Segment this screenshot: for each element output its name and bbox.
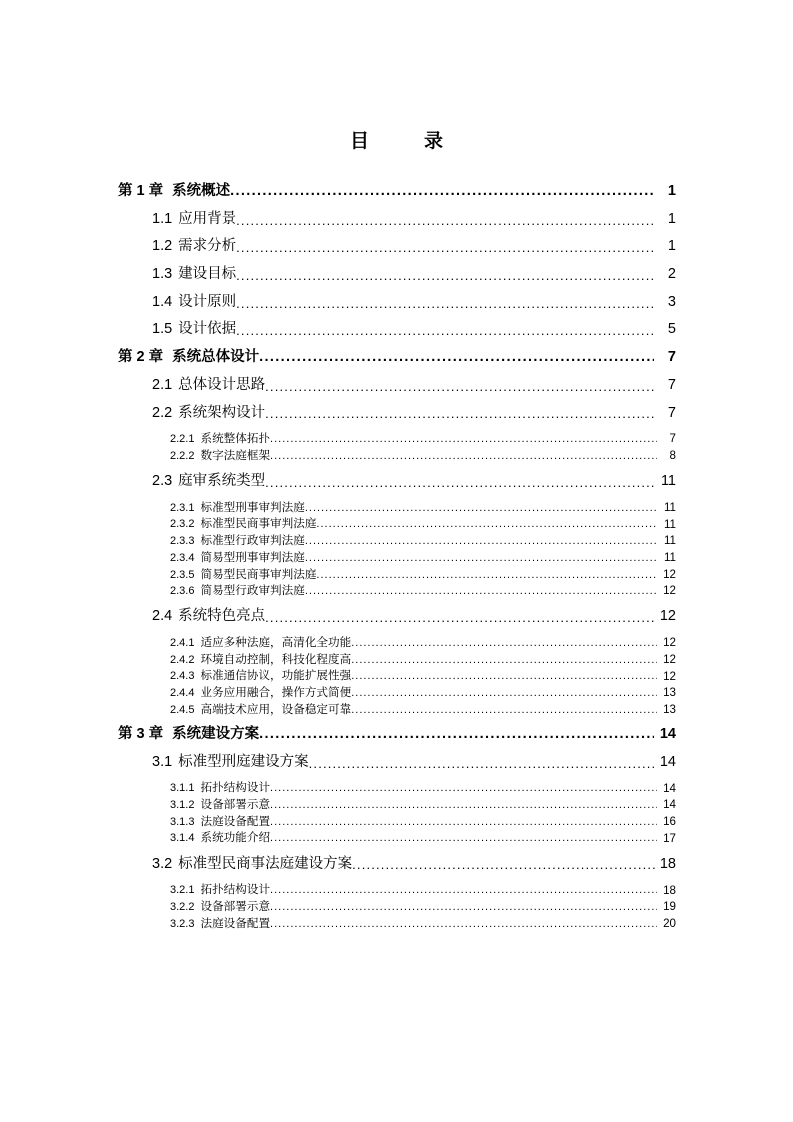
toc-leader-dots — [270, 901, 657, 914]
toc-entry[interactable] — [0, 449, 793, 463]
toc-entry[interactable] — [0, 781, 793, 795]
toc-entry[interactable] — [0, 377, 793, 395]
toc-entry-number: 1.2 — [152, 238, 173, 255]
toc-entry-text — [170, 900, 270, 914]
toc-entry-number: 3.2.1 — [170, 884, 195, 897]
toc-entry-number: 3.1.1 — [170, 782, 195, 795]
toc-page-number: 1 — [667, 183, 676, 199]
toc-entry-text — [118, 726, 259, 744]
toc-entry-label: 系统整体拓扑 — [200, 432, 271, 446]
toc-entry-text — [170, 501, 305, 515]
toc-page-number: 7 — [667, 376, 676, 393]
toc-entry-text — [118, 183, 230, 201]
toc-leader-dots — [230, 183, 654, 201]
toc-leader-dots — [351, 670, 657, 683]
toc-entry-text — [170, 798, 270, 812]
toc-entry-text — [170, 449, 270, 463]
toc-entry-text — [152, 856, 352, 874]
toc-page-number: 12 — [663, 653, 676, 667]
page-title: 目 录 — [349, 131, 449, 152]
toc-leader-dots — [265, 610, 655, 626]
toc-entry-number: 2.3.5 — [170, 568, 195, 581]
toc-page-number: 14 — [659, 753, 676, 770]
toc-entry-number: 3.1.4 — [170, 832, 195, 845]
toc-entry-number: 2.2.1 — [170, 433, 195, 446]
toc-entry-label: 高端技术应用，设备稳定可靠 — [200, 702, 352, 716]
toc-page-number: 12 — [663, 567, 676, 581]
toc-entry-number: 2.4 — [152, 608, 173, 625]
toc-entry-number: 2.3.1 — [170, 501, 195, 514]
toc-entry-label: 标准型行政审判法庭 — [200, 534, 305, 548]
toc-entry-label: 法庭设备配置 — [200, 916, 271, 930]
toc-leader-dots — [305, 552, 657, 565]
toc-page-number: 18 — [659, 855, 676, 872]
toc-entry-label: 系统特色亮点 — [178, 608, 266, 625]
toc-entry-number: 2.2 — [152, 404, 173, 421]
toc-entry-label: 设备部署示意 — [200, 900, 271, 913]
toc-leader-dots — [316, 569, 657, 582]
toc-entry-label: 适应多种法庭，高清化全功能 — [200, 636, 352, 650]
toc-entry-text — [152, 321, 236, 339]
toc-entry[interactable] — [0, 551, 793, 565]
toc-leader-dots — [236, 268, 655, 284]
toc-entry-number: 第 3 章 — [118, 726, 164, 742]
toc-entry-text — [170, 703, 351, 717]
toc-page-number: 7 — [669, 432, 676, 446]
toc-entry-text — [152, 266, 236, 284]
toc-entry-text — [170, 584, 305, 598]
toc-entry-text — [170, 432, 270, 446]
toc-entry[interactable] — [0, 432, 793, 446]
toc-entry-number: 1.1 — [152, 210, 173, 227]
toc-entry-label: 设备部署示意 — [200, 798, 271, 812]
toc-entry-text — [152, 473, 265, 491]
toc-entry-text — [170, 636, 351, 650]
toc-entry-number: 3.2.3 — [170, 917, 195, 930]
toc-entry[interactable] — [0, 405, 793, 423]
toc-entry-label: 设计原则 — [178, 293, 237, 310]
toc-entry-number: 2.4.3 — [170, 670, 195, 683]
toc-entry[interactable] — [0, 183, 793, 201]
toc-entry-number: 2.3 — [152, 473, 173, 490]
toc-entry[interactable] — [0, 686, 793, 700]
toc-page-number: 14 — [663, 798, 676, 812]
toc-page-number: 1 — [667, 210, 676, 227]
toc-entry-label: 应用背景 — [178, 210, 237, 227]
toc-entry[interactable] — [0, 636, 793, 650]
toc-page-number: 12 — [663, 669, 676, 683]
toc-page-number: 13 — [663, 686, 676, 700]
toc-entry-number: 3.2.2 — [170, 901, 195, 913]
toc-entry-text — [152, 294, 236, 312]
toc-leader-dots — [265, 475, 655, 491]
toc-page-number: 11 — [663, 517, 676, 531]
toc-entry-text — [152, 211, 236, 229]
toc-entry[interactable] — [0, 754, 793, 772]
toc-entry-text — [152, 754, 309, 772]
toc-entry[interactable] — [0, 294, 793, 312]
toc-leader-dots — [351, 687, 657, 700]
toc-page-number: 14 — [663, 781, 676, 795]
toc-entry-label: 系统建设方案 — [172, 726, 260, 742]
toc-entry-text — [170, 815, 270, 829]
toc-entry-text — [152, 405, 265, 423]
toc-entry[interactable] — [0, 473, 793, 491]
toc-page-number: 2 — [667, 266, 676, 283]
toc-page-number: 3 — [667, 293, 676, 310]
toc-entry-number: 3.1.2 — [170, 799, 195, 812]
toc-entry-number: 1.5 — [152, 321, 173, 338]
toc-entry-text — [170, 781, 270, 795]
toc-leader-dots — [270, 450, 657, 463]
toc-entry[interactable] — [0, 211, 793, 229]
toc-page-number: 7 — [667, 349, 676, 366]
toc-page-number: 11 — [663, 534, 676, 548]
toc-entry-text — [170, 686, 351, 700]
toc-entry[interactable] — [0, 238, 793, 256]
toc-entry-label: 数字法庭框架 — [200, 448, 271, 462]
toc-entry[interactable] — [0, 517, 793, 531]
toc-entry-number: 2.4.2 — [170, 653, 195, 666]
toc-page-number: 20 — [663, 916, 676, 930]
toc-leader-dots — [236, 323, 655, 339]
toc-entry-text — [170, 653, 351, 667]
toc-entry[interactable] — [0, 608, 793, 626]
toc-entry-number: 1.3 — [152, 266, 173, 283]
toc-entry[interactable] — [0, 534, 793, 548]
toc-entry-number: 3.1 — [152, 753, 173, 770]
toc-entry-label: 简易型刑事审判法庭 — [200, 550, 305, 564]
toc-page-number: 13 — [663, 703, 676, 717]
toc-entry[interactable] — [0, 584, 793, 598]
toc-page-number: 11 — [660, 473, 676, 490]
toc-entry[interactable] — [0, 856, 793, 874]
toc-leader-dots — [351, 704, 657, 717]
toc-entry[interactable] — [0, 653, 793, 667]
toc-entry-label: 系统总体设计 — [172, 349, 260, 366]
toc-entry-number: 2.3.6 — [170, 585, 195, 598]
toc-entry-text — [170, 917, 270, 931]
toc-entry-text — [170, 551, 305, 565]
toc-entry[interactable] — [0, 798, 793, 812]
toc-page-number: 12 — [663, 584, 676, 598]
toc-leader-dots — [259, 726, 654, 744]
toc-entry-text — [152, 238, 236, 256]
toc-page-number: 12 — [663, 636, 676, 650]
toc-leader-dots — [270, 782, 657, 795]
toc-leader-dots — [270, 884, 657, 897]
toc-leader-dots — [305, 535, 657, 548]
toc-entry[interactable] — [0, 726, 793, 744]
toc-entry-label: 标准型民商事法庭建设方案 — [178, 855, 353, 872]
toc-entry-number: 1.4 — [152, 293, 173, 310]
toc-leader-dots — [270, 832, 657, 845]
toc-entry-label: 设计依据 — [178, 321, 237, 338]
toc-entry-number: 2.4.4 — [170, 687, 195, 700]
toc-page-number: 12 — [659, 608, 676, 625]
toc-page-number: 14 — [659, 726, 676, 742]
toc-page-number: 7 — [667, 404, 676, 421]
toc-leader-dots — [305, 585, 657, 598]
toc-entry-label: 标准型刑庭建设方案 — [178, 753, 309, 770]
toc-leader-dots — [270, 918, 657, 931]
toc-entry-text — [170, 883, 270, 897]
toc-entry[interactable] — [0, 815, 793, 829]
toc-entry-number: 2.4.1 — [170, 637, 195, 650]
toc-entry-number: 2.3.4 — [170, 551, 195, 564]
toc-entry-label: 系统架构设计 — [178, 404, 266, 421]
toc-entry-number: 2.2.2 — [170, 449, 195, 462]
toc-entry[interactable] — [0, 266, 793, 284]
toc-leader-dots — [270, 799, 657, 812]
toc-entry[interactable] — [0, 568, 793, 582]
toc-entry[interactable] — [0, 831, 793, 845]
toc-leader-dots — [316, 518, 657, 531]
toc-entry-label: 标准通信协议，功能扩展性强 — [200, 669, 352, 683]
toc-entry-text — [170, 517, 316, 531]
toc-leader-dots — [236, 213, 655, 229]
toc-entry-text — [170, 534, 305, 548]
toc-page-number: 16 — [663, 815, 676, 829]
toc-entry-label: 法庭设备配置 — [200, 814, 271, 828]
toc-leader-dots — [259, 349, 654, 367]
toc-page-number: 1 — [667, 238, 676, 255]
toc-entry-number: 3.2 — [152, 855, 173, 872]
toc-leader-dots — [309, 756, 655, 772]
toc-entry-label: 环境自动控制，科技化程度高 — [200, 652, 352, 666]
toc-entry[interactable] — [0, 883, 793, 897]
toc-entry-number: 2.3.3 — [170, 535, 195, 548]
toc-entry-label: 系统概述 — [172, 183, 231, 199]
toc-entry[interactable] — [0, 669, 793, 683]
table-of-contents — [0, 174, 793, 933]
toc-entry-number: 第 2 章 — [118, 349, 164, 366]
toc-entry-text — [170, 568, 316, 582]
toc-entry-label: 总体设计思路 — [178, 376, 266, 393]
toc-page-number: 5 — [667, 321, 676, 338]
toc-entry-number: 2.1 — [152, 376, 173, 393]
toc-entry-number: 2.4.5 — [170, 703, 195, 716]
toc-entry-text — [118, 349, 259, 367]
toc-entry-label: 标准型刑事审判法庭 — [200, 500, 305, 514]
toc-leader-dots — [305, 502, 657, 515]
toc-entry-label: 需求分析 — [178, 238, 237, 255]
toc-entry[interactable] — [0, 501, 793, 515]
toc-entry-number: 2.3.2 — [170, 518, 195, 531]
toc-entry-label: 简易型民商事审判法庭 — [200, 567, 317, 581]
toc-entry-text — [170, 831, 270, 845]
toc-entry[interactable] — [0, 321, 793, 339]
toc-entry[interactable] — [0, 917, 793, 931]
toc-page-number: 8 — [669, 449, 676, 463]
toc-page-number: 11 — [663, 501, 676, 515]
toc-entry-text — [152, 608, 265, 626]
toc-page-number: 18 — [663, 883, 676, 897]
toc-entry-number: 第 1 章 — [118, 183, 164, 199]
toc-leader-dots — [236, 240, 655, 256]
toc-entry-label: 简易型行政审判法庭 — [200, 584, 305, 598]
toc-page-number: 11 — [663, 551, 676, 565]
toc-entry[interactable] — [0, 703, 793, 717]
toc-entry[interactable] — [0, 900, 793, 914]
toc-leader-dots — [352, 857, 655, 873]
toc-entry-label: 拓扑结构设计 — [200, 883, 271, 897]
toc-entry-label: 系统功能介绍 — [200, 831, 271, 845]
toc-entry-label: 业务应用融合，操作方式简便 — [200, 686, 352, 700]
toc-leader-dots — [270, 816, 657, 829]
toc-leader-dots — [351, 654, 657, 667]
toc-entry-label: 建设目标 — [178, 266, 237, 283]
toc-page-number: 17 — [663, 831, 676, 845]
toc-entry[interactable] — [0, 349, 793, 367]
toc-entry-label: 庭审系统类型 — [178, 473, 266, 490]
toc-entry-number: 3.1.3 — [170, 815, 195, 828]
toc-leader-dots — [270, 433, 657, 446]
toc-leader-dots — [236, 296, 655, 312]
toc-page-number: 19 — [663, 900, 676, 914]
toc-entry-text — [152, 377, 265, 395]
toc-entry-text — [170, 669, 351, 683]
toc-entry-label: 拓扑结构设计 — [200, 781, 271, 795]
toc-leader-dots — [265, 406, 655, 422]
toc-leader-dots — [265, 379, 655, 395]
toc-leader-dots — [351, 637, 657, 650]
toc-entry-label: 标准型民商事审判法庭 — [200, 517, 317, 531]
